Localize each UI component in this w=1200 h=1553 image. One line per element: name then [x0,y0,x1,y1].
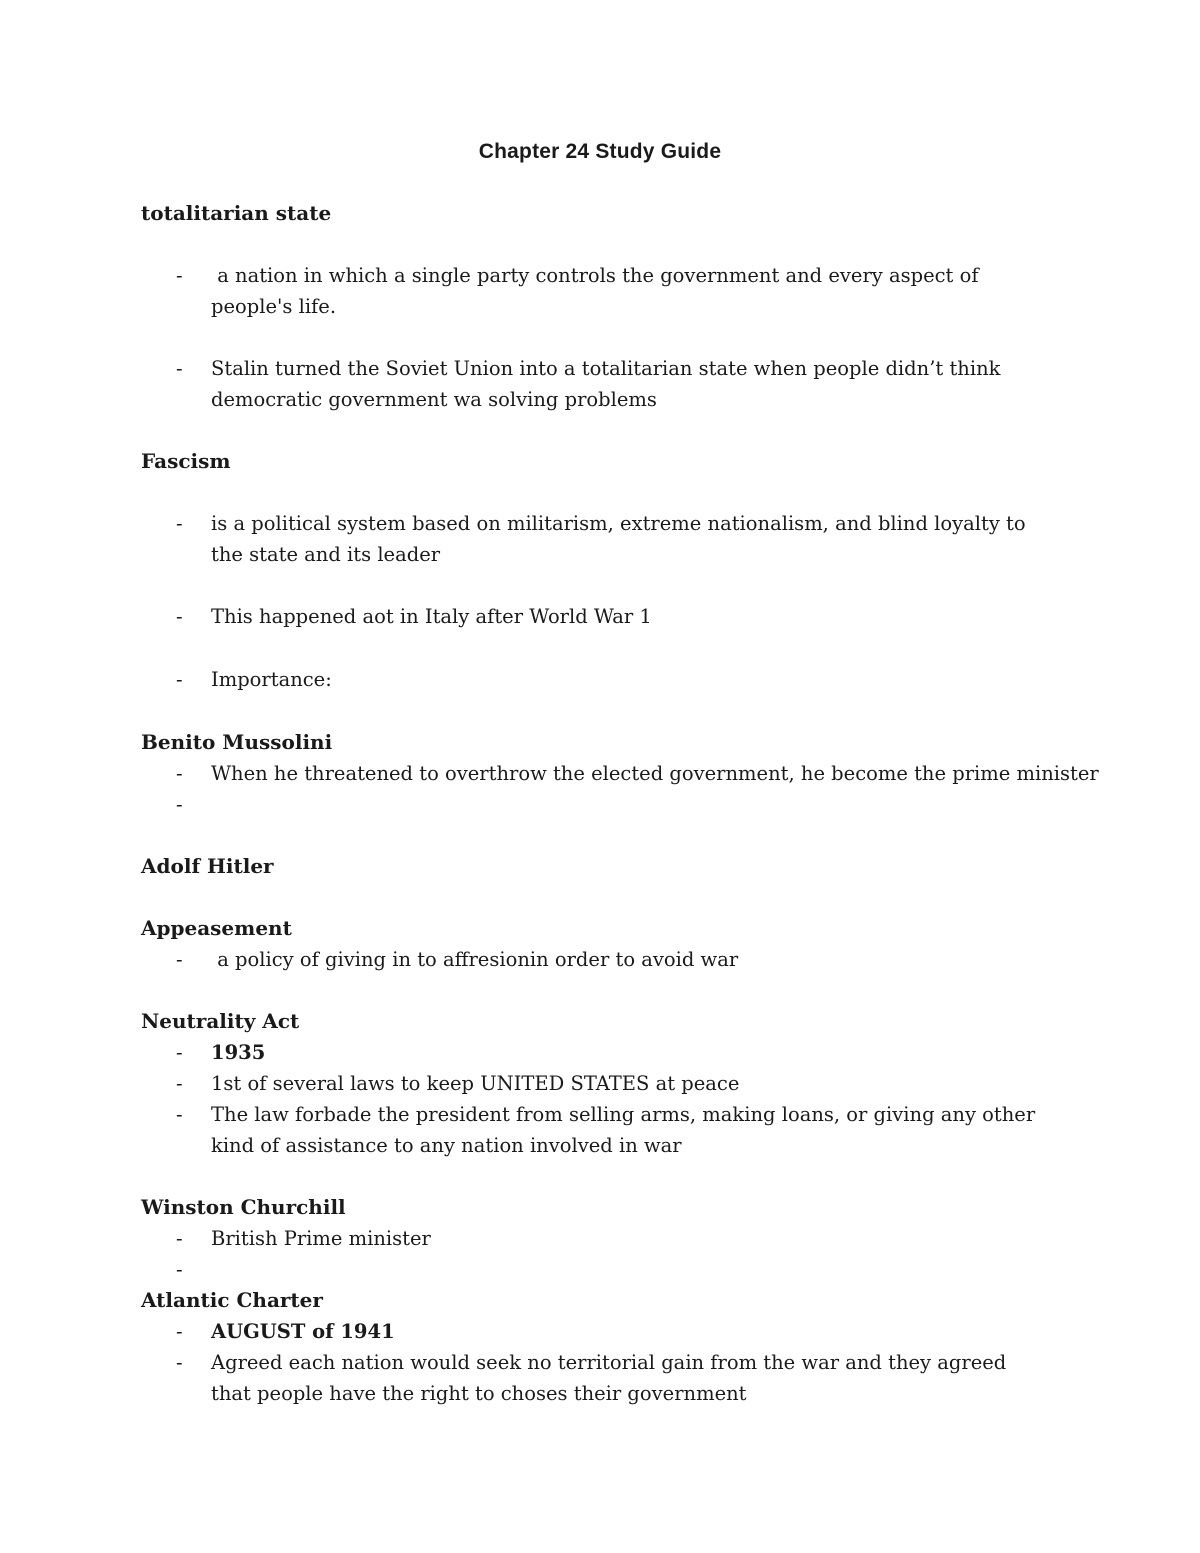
bullet-dash: - [176,264,183,287]
bullet-text: Stalin turned the Soviet Union into a totalitarian state when people didn’t think democratic government wa solving problems [211,357,1001,411]
list-item [176,1037,1036,1068]
bullet-text: AUGUST of 1941 [211,1320,395,1343]
bullet-text: 1st of several laws to keep UNITED STATES at peace [211,1072,740,1095]
bullet-dash: - [176,793,183,816]
bullet-dash: - [176,668,183,691]
list-item [176,944,1036,975]
bullet-dash: - [176,1351,183,1374]
bullet-dash: - [176,762,183,785]
bullet-text: Agreed each nation would seek no territorial gain from the war and they agreed that people have the right to choses their government [211,1351,1007,1405]
bullet-dash: - [176,1103,183,1126]
term-heading-atlantic-charter: Atlantic Charter [141,1288,323,1312]
document-title: Chapter 24 Study Guide [478,140,722,163]
list-item [176,260,1036,322]
list-item [176,1347,1036,1409]
bullet-dash: - [176,1041,183,1064]
bullet-dash: - [176,512,183,535]
list-item [176,758,1099,789]
list-item [176,1099,1056,1161]
list-item [176,1223,1036,1254]
bullet-text: is a political system based on militarism, extreme nationalism, and blind loyalty to the state and its leader [211,512,1026,566]
bullet-dash: - [176,357,183,380]
bullet-text: Importance: [211,668,332,691]
term-heading-neutrality-act: Neutrality Act [141,1009,300,1033]
bullet-text: British Prime minister [211,1227,431,1250]
bullet-dash: - [176,1227,183,1250]
bullet-text: a policy of giving in to affresionin order to avoid war [211,948,739,971]
term-heading-totalitarian-state: totalitarian state [141,201,332,225]
bullet-dash: - [176,948,183,971]
list-item [176,508,1036,570]
bullet-dash: - [176,1320,183,1343]
bullet-dash: - [176,1258,183,1281]
term-heading-fascism: Fascism [141,449,231,473]
bullet-text: This happened aot in Italy after World War 1 [211,605,652,628]
bullet-text: 1935 [211,1041,266,1064]
list-item [176,601,1036,632]
bullet-dash: - [176,605,183,628]
bullet-text: The law forbade the president from selling arms, making loans, or giving any other kind of assistance to any nation involved in war [211,1103,1036,1157]
bullet-text: When he threatened to overthrow the elected government, he become the prime minister [211,762,1099,785]
term-heading-appeasement: Appeasement [141,916,292,940]
list-item [176,1068,1036,1099]
term-heading-winston-churchill: Winston Churchill [141,1195,346,1219]
term-heading-benito-mussolini: Benito Mussolini [141,730,333,754]
bullet-text: a nation in which a single party controls the government and every aspect of people's life. [211,264,985,318]
list-item [176,664,1036,695]
list-item [176,1316,1036,1347]
list-item [176,353,1036,415]
term-heading-adolf-hitler: Adolf Hitler [141,854,274,878]
bullet-dash: - [176,1072,183,1095]
